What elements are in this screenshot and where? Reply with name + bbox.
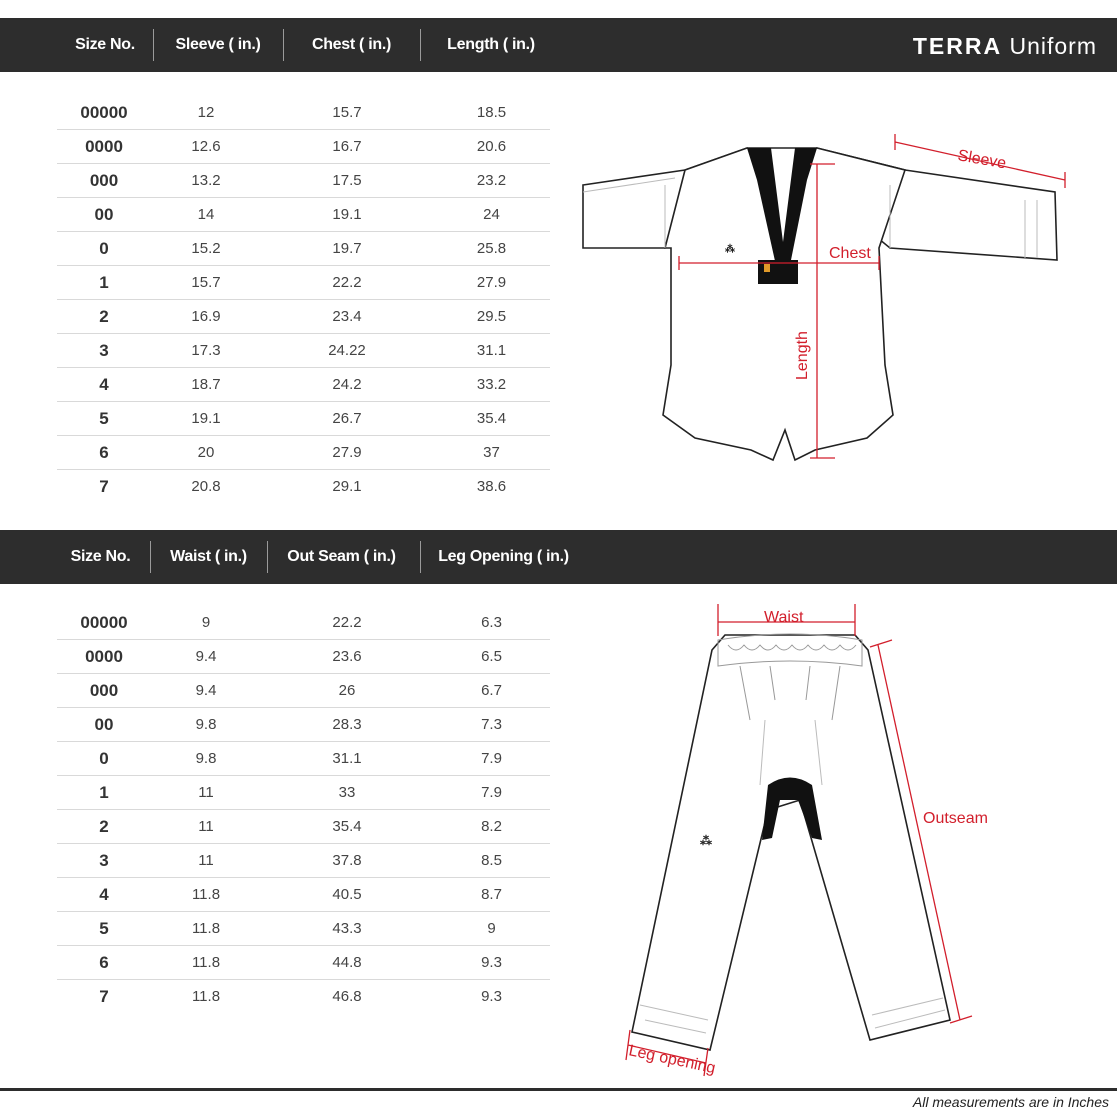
size-cell: 4 (57, 368, 151, 402)
size-cell: 00 (57, 708, 151, 742)
table-row (57, 470, 550, 504)
header-waist: Waist ( in.) (170, 548, 247, 565)
jacket-size-table (57, 96, 550, 503)
size-cell: 7 (99, 986, 109, 1006)
size-cell: 000 (57, 674, 151, 708)
table-row (57, 946, 550, 980)
measurement-cell: 7.9 (433, 776, 550, 810)
measurement-cell: 33 (261, 776, 433, 810)
measurement-cell: 29.1 (332, 478, 362, 495)
size-cell: 00000 (57, 96, 151, 130)
measurement-cell: 28.3 (261, 708, 433, 742)
measurement-cell: 11.8 (191, 988, 221, 1005)
header-leg-opening: Leg Opening ( in.) (438, 548, 569, 565)
measurement-cell: 9 (151, 606, 261, 640)
header-size-no: Size No. (75, 36, 135, 53)
size-cell: 3 (57, 334, 151, 368)
length-label: Length (794, 331, 811, 380)
table-row (57, 130, 550, 164)
size-cell: 1 (57, 776, 151, 810)
measurement-cell: 22.2 (261, 266, 433, 300)
measurement-cell: 19.7 (261, 232, 433, 266)
measurement-cell: 20 (151, 436, 261, 470)
waist-label: Waist (764, 609, 804, 626)
table-row (57, 198, 550, 232)
footer-note: All measurements are in Inches (912, 1094, 1109, 1110)
size-cell: 4 (57, 878, 151, 912)
measurement-cell: 24.2 (261, 368, 433, 402)
measurement-cell: 9.4 (151, 674, 261, 708)
brand-bold: TERRA (912, 33, 1003, 59)
table-row (57, 674, 550, 708)
jacket-outline (583, 148, 1057, 460)
header-chest: Chest ( in.) (311, 36, 392, 53)
measurement-cell: 40.5 (261, 878, 433, 912)
measurement-cell: 37 (433, 436, 550, 470)
measurement-cell: 7.9 (433, 742, 550, 776)
brand-light: Uniform (1009, 33, 1097, 59)
table-row (57, 368, 550, 402)
measurement-cell: 6.7 (433, 674, 550, 708)
top-table-header (0, 18, 1117, 72)
size-cell: 2 (57, 810, 151, 844)
measurement-cell: 46.8 (332, 988, 362, 1005)
sleeve-label: Sleeve (956, 147, 1008, 173)
table-row (57, 334, 550, 368)
size-cell: 5 (57, 402, 151, 436)
measurement-cell: 27.9 (433, 266, 550, 300)
measurement-cell: 9.4 (151, 640, 261, 674)
chest-label: Chest (829, 245, 871, 262)
measurement-cell: 12 (151, 96, 261, 130)
measurement-cell: 17.5 (261, 164, 433, 198)
size-cell: 7 (99, 476, 109, 496)
table-row (57, 810, 550, 844)
brand-logo (913, 18, 1097, 72)
pants-outline (632, 635, 950, 1050)
table-row (57, 436, 550, 470)
measurement-cell: 8.7 (433, 878, 550, 912)
measurement-cell: 11 (151, 810, 261, 844)
table-row (57, 980, 550, 1014)
leg-opening-label: Leg opening (627, 1042, 717, 1078)
measurement-cell: 15.7 (261, 96, 433, 130)
measurement-cell: 43.3 (261, 912, 433, 946)
table-row (57, 912, 550, 946)
measurement-cell: 6.3 (433, 606, 550, 640)
table-row (57, 878, 550, 912)
measurement-cell: 33.2 (433, 368, 550, 402)
size-cell: 0 (57, 232, 151, 266)
pants-size-table (57, 606, 550, 1013)
measurement-cell: 16.7 (261, 130, 433, 164)
measurement-cell: 35.4 (261, 810, 433, 844)
measurement-cell: 37.8 (261, 844, 433, 878)
measurement-cell: 11 (151, 844, 261, 878)
measurement-cell: 24 (433, 198, 550, 232)
bottom-table-header (0, 530, 1117, 584)
jacket-diagram (575, 130, 1095, 475)
measurement-cell: 15.2 (151, 232, 261, 266)
measurement-cell: 11.8 (151, 912, 261, 946)
measurement-cell: 9.3 (481, 988, 502, 1005)
tusah-logo-icon: ⁂ (725, 244, 735, 255)
header-size-no: Size No. (70, 548, 131, 565)
table-row (57, 96, 550, 130)
measurement-cell: 20.8 (191, 478, 221, 495)
table-row (57, 708, 550, 742)
measurement-cell: 29.5 (433, 300, 550, 334)
measurement-cell: 35.4 (433, 402, 550, 436)
measurement-cell: 9 (433, 912, 550, 946)
measurement-cell: 11.8 (151, 946, 261, 980)
measurement-cell: 27.9 (261, 436, 433, 470)
measurement-cell: 44.8 (261, 946, 433, 980)
size-cell: 0000 (57, 130, 151, 164)
size-cell: 6 (57, 436, 151, 470)
size-cell: 6 (57, 946, 151, 980)
measurement-cell: 14 (151, 198, 261, 232)
table-row (57, 606, 550, 640)
table-row (57, 640, 550, 674)
table-row (57, 266, 550, 300)
measurement-cell: 6.5 (433, 640, 550, 674)
measurement-cell: 9.8 (151, 708, 261, 742)
header-outseam: Out Seam ( in.) (287, 548, 396, 565)
tusah-logo-icon: ⁂ (700, 834, 712, 848)
outseam-label: Outseam (923, 810, 988, 827)
measurement-cell: 22.2 (261, 606, 433, 640)
measurement-cell: 26 (261, 674, 433, 708)
measurement-cell: 8.5 (433, 844, 550, 878)
measurement-cell: 13.2 (151, 164, 261, 198)
size-cell: 0 (57, 742, 151, 776)
measurement-cell: 17.3 (151, 334, 261, 368)
size-cell: 2 (57, 300, 151, 334)
table-row (57, 232, 550, 266)
table-row (57, 776, 550, 810)
measurement-cell: 23.2 (433, 164, 550, 198)
size-cell: 5 (57, 912, 151, 946)
measurement-cell: 11 (151, 776, 261, 810)
measurement-cell: 23.4 (261, 300, 433, 334)
measurement-cell: 19.1 (151, 402, 261, 436)
measurement-cell: 9.8 (151, 742, 261, 776)
measurement-cell: 16.9 (151, 300, 261, 334)
header-sleeve: Sleeve ( in.) (175, 36, 261, 53)
measurement-cell: 9.3 (433, 946, 550, 980)
wt-patch-icon (764, 264, 770, 272)
measurement-cell: 7.3 (433, 708, 550, 742)
size-cell: 1 (57, 266, 151, 300)
table-row (57, 844, 550, 878)
table-row (57, 300, 550, 334)
header-length: Length ( in.) (447, 36, 535, 53)
size-cell: 00 (57, 198, 151, 232)
measurement-cell: 25.8 (433, 232, 550, 266)
pants-diagram (600, 600, 1020, 1085)
measurement-cell: 11.8 (151, 878, 261, 912)
measurement-cell: 38.6 (476, 478, 507, 495)
size-cell: 00000 (57, 606, 151, 640)
measurement-cell: 18.5 (433, 96, 550, 130)
measurement-cell: 31.1 (433, 334, 550, 368)
measurement-cell: 20.6 (433, 130, 550, 164)
size-cell: 3 (57, 844, 151, 878)
table-row (57, 742, 550, 776)
footer-rule (0, 1088, 1117, 1091)
table-row (57, 402, 550, 436)
measurement-cell: 15.7 (151, 266, 261, 300)
measurement-cell: 18.7 (151, 368, 261, 402)
measurement-cell: 23.6 (261, 640, 433, 674)
measurement-cell: 24.22 (261, 334, 433, 368)
table-row (57, 164, 550, 198)
measurement-cell: 8.2 (433, 810, 550, 844)
measurement-cell: 19.1 (261, 198, 433, 232)
measurement-cell: 31.1 (261, 742, 433, 776)
measurement-cell: 26.7 (261, 402, 433, 436)
measurement-cell: 12.6 (151, 130, 261, 164)
size-cell: 0000 (57, 640, 151, 674)
size-cell: 000 (57, 164, 151, 198)
